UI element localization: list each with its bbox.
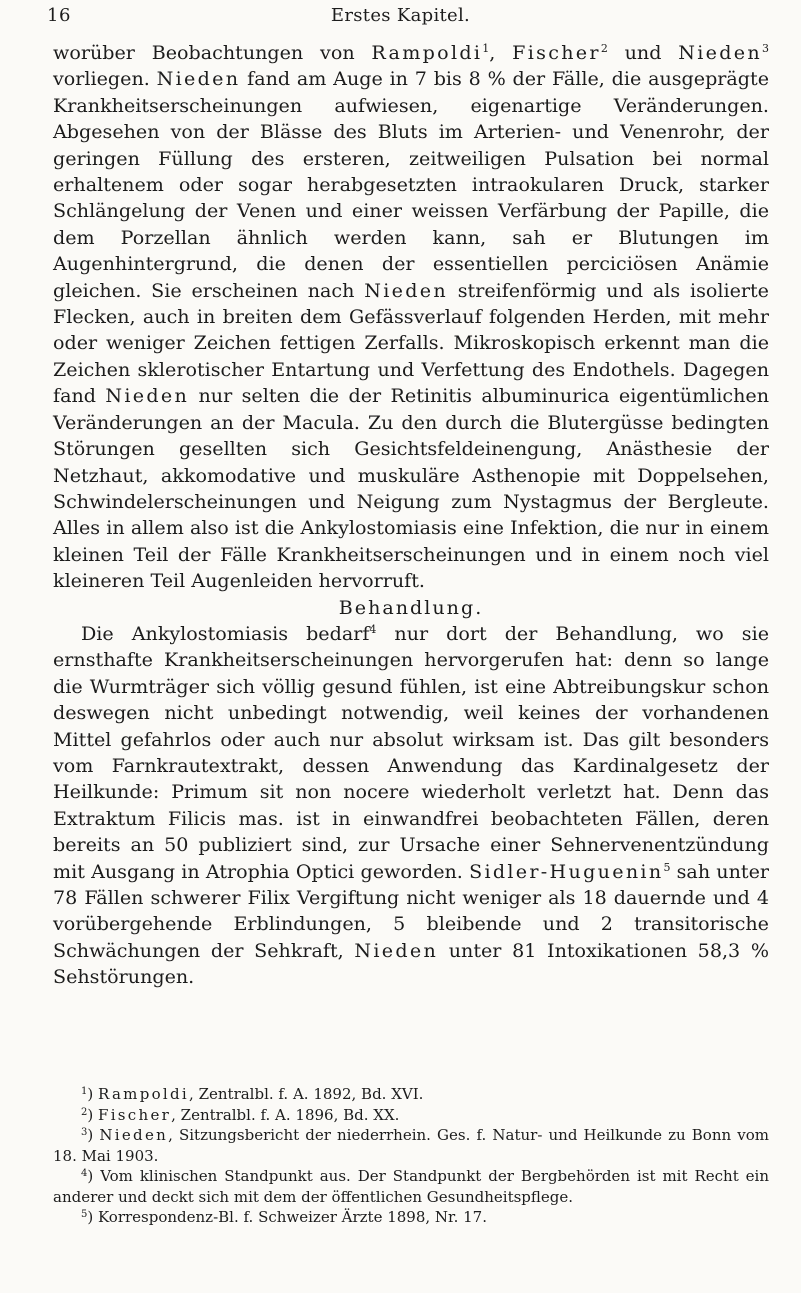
footnote-mark: 1 — [81, 1086, 88, 1097]
text-run: unter 81 Intoxikationen 58,3 — [438, 938, 751, 962]
author-name: Nieden — [364, 278, 448, 302]
percent-sign: % — [750, 938, 769, 962]
footnote-ref: 4 — [369, 622, 377, 636]
author-name: Fischer — [512, 41, 601, 64]
text-run: Sehstörungen. — [53, 965, 195, 989]
text-run: der Fälle, die ausgeprägte Krankheitserscheinungen aufwiesen, eigenartige Veränderungen. Abgesehen von der Blässe des Bluts im Arterien- und Venenrohr, der geringen Füllung des ersteren, zeitweiligen Pulsation bei normal erhaltenem oder sogar herabgesetzten intraokularen Druck, starker Schlängelung der Venen und einer weissen Verfärbung der Papille, die dem Porzellan ähnlich werden kann, sah er Blutungen im Augenhintergrund, die denen der essentiellen perciciösen Anämie gleichen. Sie erscheinen nach — [53, 67, 770, 302]
text-run: und — [607, 41, 679, 64]
footnote: $^4$) Vom klinischen Standpunkt aus. Der Standpunkt der Bergbehörden ist mit Recht ein anderer und deckt sich mit dem der öffentlichen Gesundheitspflege. — [53, 1167, 770, 1206]
footnote-ref: 1 — [482, 42, 490, 55]
percent-sign: % — [487, 67, 506, 91]
author-name: Nieden — [678, 41, 762, 64]
footnotes — [53, 1084, 769, 1228]
paragraph-1 — [53, 40, 769, 595]
footnote-author: Nieden — [99, 1126, 169, 1144]
footnote-mark: 2 — [81, 1106, 88, 1118]
footnote-author: Rampoldi — [98, 1085, 190, 1103]
footnote-mark: 5 — [81, 1209, 88, 1220]
footnote-text: , Sitzungsbericht der niederrhein. Ges. f. Natur- und Heilkunde zu Bonn vom 18. Mai 1903. — [53, 1126, 769, 1165]
running-head: Erstes Kapitel. — [330, 5, 471, 26]
text-run: fand am Auge in 7 bis 8 — [240, 67, 488, 91]
section-heading: Behandlung. — [338, 595, 484, 619]
footnote-text: , Zentralbl. f. A. 1892, Bd. XVI. — [189, 1085, 424, 1103]
page-number: 16 — [47, 5, 71, 26]
text-run: Die Ankylostomiasis bedarf — [81, 621, 370, 645]
author-name: Nieden — [156, 67, 241, 91]
footnote-text: Vom klinischen Standpunkt aus. Der Standpunkt der Bergbehörden ist mit Recht ein anderer und deckt sich mit dem der öffentlichen Gesundheitspflege. — [53, 1167, 770, 1206]
text-run: sah unter 78 Fällen schwerer Filix Vergiftung nicht weniger als 18 dauernde und 4 vorübergehende Erblindungen, 5 bleibende und 2 transitorische Schwächungen der Sehkraft, — [53, 859, 769, 962]
footnote-mark: 4 — [81, 1168, 88, 1179]
footnote: $^1$) Rampoldi, Zentralbl. f. A. 1892, Bd. XVI. — [81, 1085, 424, 1103]
footnote-mark: 3 — [81, 1127, 88, 1138]
text-run: vorliegen. — [53, 67, 157, 91]
author-name: Nieden — [354, 938, 439, 962]
text-run: nur dort der Behandlung, wo sie ernsthafte Krankheitserscheinungen hervorgerufen hat: denn so lange die Wurmträger sich völlig gesund fühlen, ist eine Abtreibungskur schon deswegen nicht unbedingt notwendig, weil keines der vorhandenen Mittel gefahrlos oder auch nur absolut wirksam ist. Das gilt besonders vom Farnkrautextrakt, dessen Anwendung das Kardinalgesetz der Heilkunde: Primum sit non nocere wiederholt verletzt hat. Denn das Extraktum Filicis mas. ist in einwandfrei beobachteten Fällen, deren bereits an 50 publiziert sind, zur Ursache einer Sehnervenentzündung mit Ausgang in Atrophia Optici geworden. — [53, 621, 769, 883]
text-run: , — [489, 41, 513, 64]
footnote: $^5$) Korrespondenz-Bl. f. Schweizer Ärzte 1898, Nr. 17. — [81, 1208, 487, 1226]
footnote-author: Fischer — [98, 1105, 172, 1124]
text-run: worüber Beobachtungen von — [53, 41, 372, 64]
paragraph-2 — [53, 621, 769, 991]
footnote-text: , Zentralbl. f. A. 1896, Bd. XX. — [171, 1105, 400, 1124]
text-run: streifenförmig und als isolierte Flecken, auch in breiten dem Gefässverlauf folgenden Herden, mit mehr oder weniger Zeichen fettigen Zerfalls. Mikroskopisch erkennt man die Zeichen sklerotischer Entartung und Verfettung des Endothels. Dagegen fand — [53, 278, 769, 408]
footnote: $^2$) Fischer, Zentralbl. f. A. 1896, Bd. XX. — [81, 1105, 400, 1124]
text-run: nur selten die der Retinitis albuminurica eigentümlichen Veränderungen an der Macula. Zu den durch die Blutergüsse bedingten Störungen gesellten sich Gesichtsfeldeinengung, Anästhesie der Netzhaut, akkomodative und muskuläre Asthenopie mit Doppelsehen, Schwindelerscheinungen und Neigung zum Nystagmus der Bergleute. Alles in allem also ist die Ankylostomiasis eine Infektion, die nur in einem kleinen Teil der Fälle Krankheitserscheinungen und in einem noch viel kleineren Teil Augenleiden hervorruft. — [53, 384, 769, 593]
footnote: $^3$) Nieden, Sitzungsbericht der niederrhein. Ges. f. Natur- und Heilkunde zu Bonn vom 18. Mai 1903. — [53, 1126, 769, 1165]
author-name: Rampoldi — [371, 41, 483, 64]
author-name: Sidler-Huguenin — [469, 859, 664, 883]
footnote-ref: 2 — [600, 42, 608, 55]
footnote-text: Korrespondenz-Bl. f. Schweizer Ärzte 1898, Nr. 17. — [98, 1208, 487, 1226]
footnote-ref: 3 — [762, 42, 769, 55]
footnote-ref: 5 — [663, 860, 671, 874]
body-text — [53, 40, 769, 991]
author-name: Nieden — [105, 384, 190, 408]
